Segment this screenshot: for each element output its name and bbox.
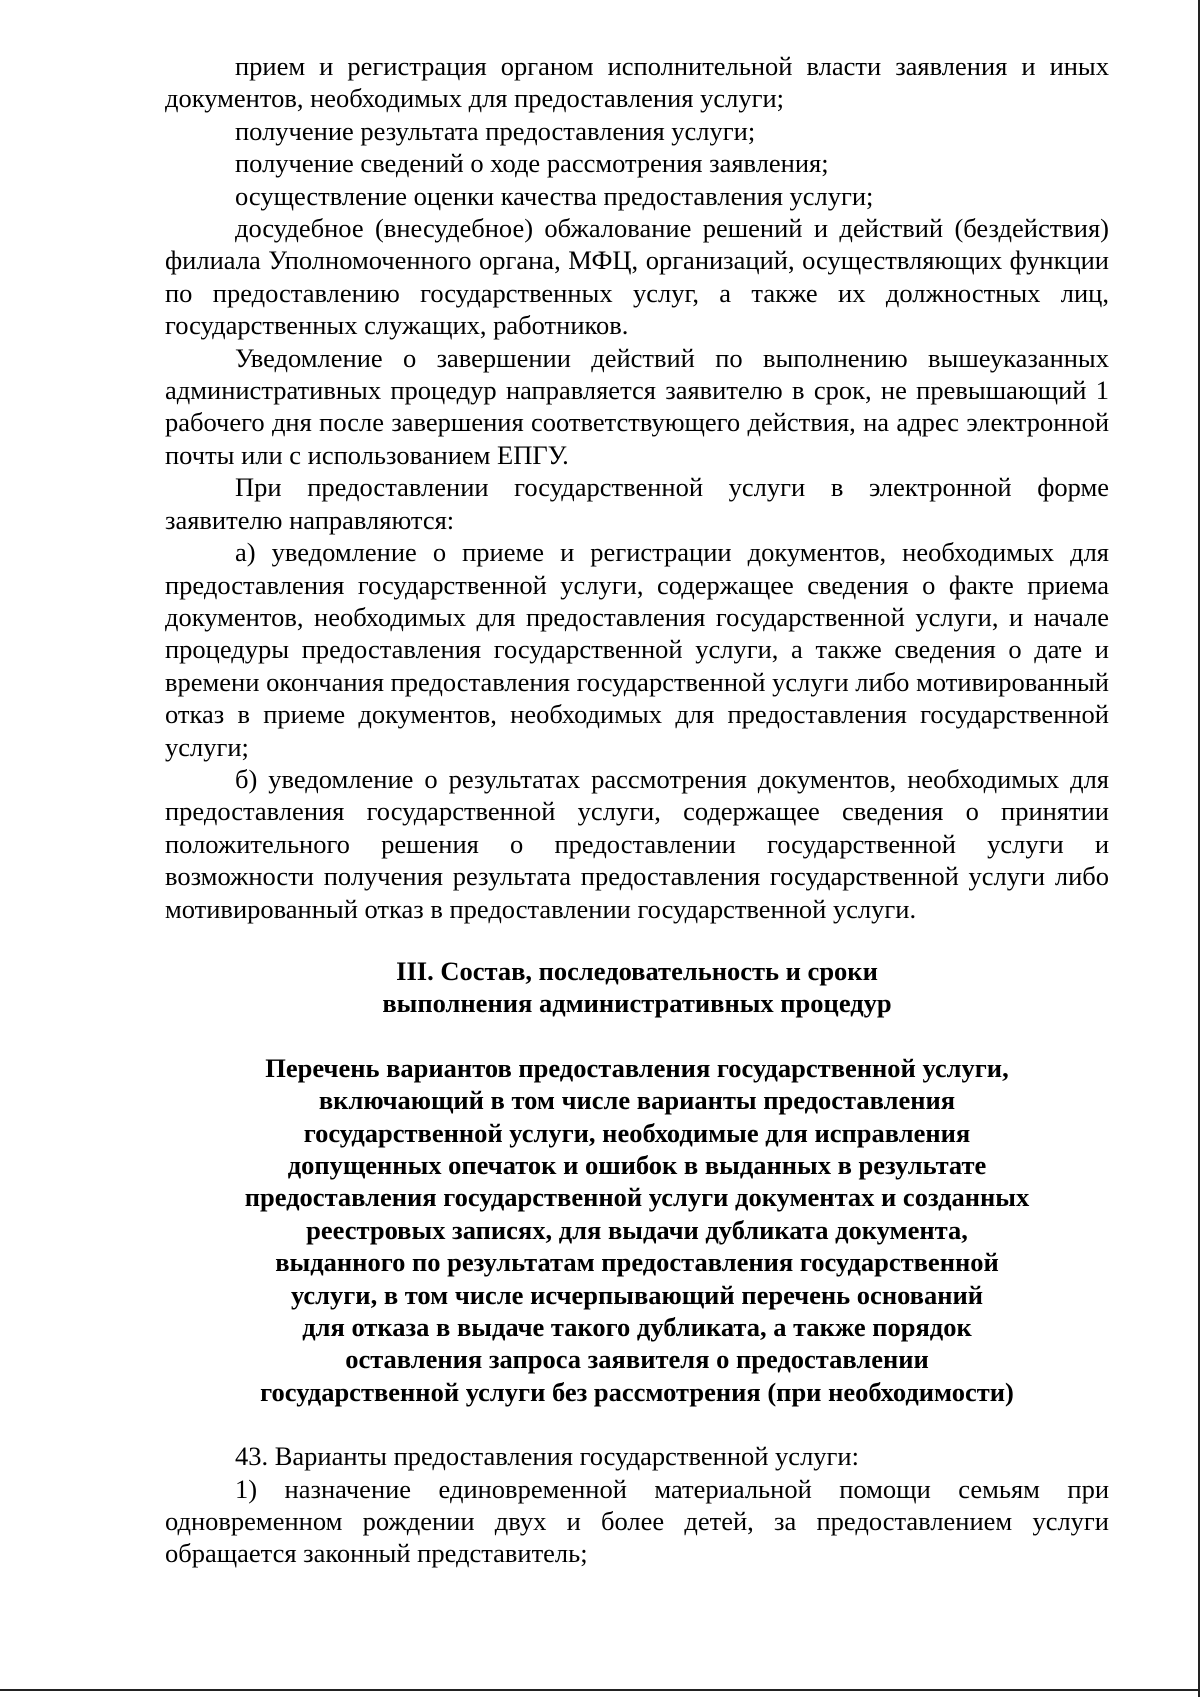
- document-body: [165, 50, 1109, 1570]
- paragraph: а) уведомление о приеме и регистрации документов, необходимых для предоставления государственной услуги, содержащее сведения о факте приема документов, необходимых для предоставления государственной услуги, и начале процедуры предоставления государственной услуги, а также сведения о дате и времени окончания предоставления государственной услуги либо мотивированный отказ в приеме документов, необходимых для предоставления государственной услуги;: [165, 537, 1109, 762]
- paragraph: б) уведомление о результатах рассмотрения документов, необходимых для предоставления государственной услуги, содержащее сведения о принятии положительного решения о предоставлении государственной услуги и возможности получения результата предоставления государственной услуги либо мотивированный отказ в предоставлении государственной услуги.: [165, 763, 1109, 924]
- paragraph: получение сведений о ходе рассмотрения заявления;: [235, 148, 829, 179]
- paragraph: получение результата предоставления услуги;: [235, 115, 756, 146]
- section-heading: [165, 955, 1109, 1020]
- paragraph: 1) назначение единовременной материальной помощи семьям при одновременном рождении двух и более детей, за предоставлением услуги обращается законный представитель;: [165, 1473, 1109, 1569]
- paragraph: досудебное (внесудебное) обжалование решений и действий (бездействия) филиала Уполномоченного органа, МФЦ, организаций, осуществляющих функции по предоставлению государственных услуг, а также их должностных лиц, государственных служащих, работников.: [165, 213, 1109, 341]
- paragraph: При предоставлении государственной услуги в электронной форме заявителю направляются:: [165, 472, 1109, 535]
- subsection-heading-line: государственной услуги без рассмотрения (при необходимости): [260, 1376, 1014, 1407]
- section-heading-line: выполнения административных процедур: [382, 988, 892, 1019]
- paragraph: Уведомление о завершении действий по выполнению вышеуказанных административных процедур направляется заявителю в срок, не превышающий 1 рабочего дня после завершения соответствующего действия, на адрес электронной почты или с использованием ЕПГУ.: [165, 342, 1109, 470]
- paragraph: осуществление оценки качества предоставления услуги;: [235, 180, 874, 211]
- subsection-heading-line: допущенных опечаток и ошибок в выданных в результате: [287, 1150, 987, 1180]
- subsection-heading-line: включающий в том числе варианты предоставления: [318, 1085, 956, 1116]
- subsection-heading-line: оставления запроса заявителя о предоставлении: [345, 1344, 929, 1375]
- section-heading-line: III. Состав, последовательность и сроки: [396, 955, 878, 986]
- subsection-heading-line: государственной услуги, необходимые для исправления: [303, 1117, 971, 1148]
- subsection-heading: [165, 1052, 1109, 1408]
- scan-edge-bottom: [0, 1689, 1200, 1691]
- subsection-heading-line: Перечень вариантов предоставления государственной услуги,: [265, 1052, 1009, 1083]
- subsection-heading-line: для отказа в выдаче такого дубликата, а также порядок: [302, 1312, 972, 1343]
- subsection-heading-line: предоставления государственной услуги документах и созданных: [244, 1182, 1030, 1213]
- subsection-heading-line: услуги, в том числе исчерпывающий перечень оснований: [290, 1279, 984, 1310]
- subsection-heading-line: реестровых записях, для выдачи дубликата документа,: [306, 1214, 968, 1245]
- paragraph: прием и регистрация органом исполнительной власти заявления и иных документов, необходимых для предоставления услуги;: [165, 51, 1109, 114]
- subsection-heading-line: выданного по результатам предоставления государственной: [275, 1247, 999, 1278]
- paragraph: 43. Варианты предоставления государственной услуги:: [235, 1441, 859, 1472]
